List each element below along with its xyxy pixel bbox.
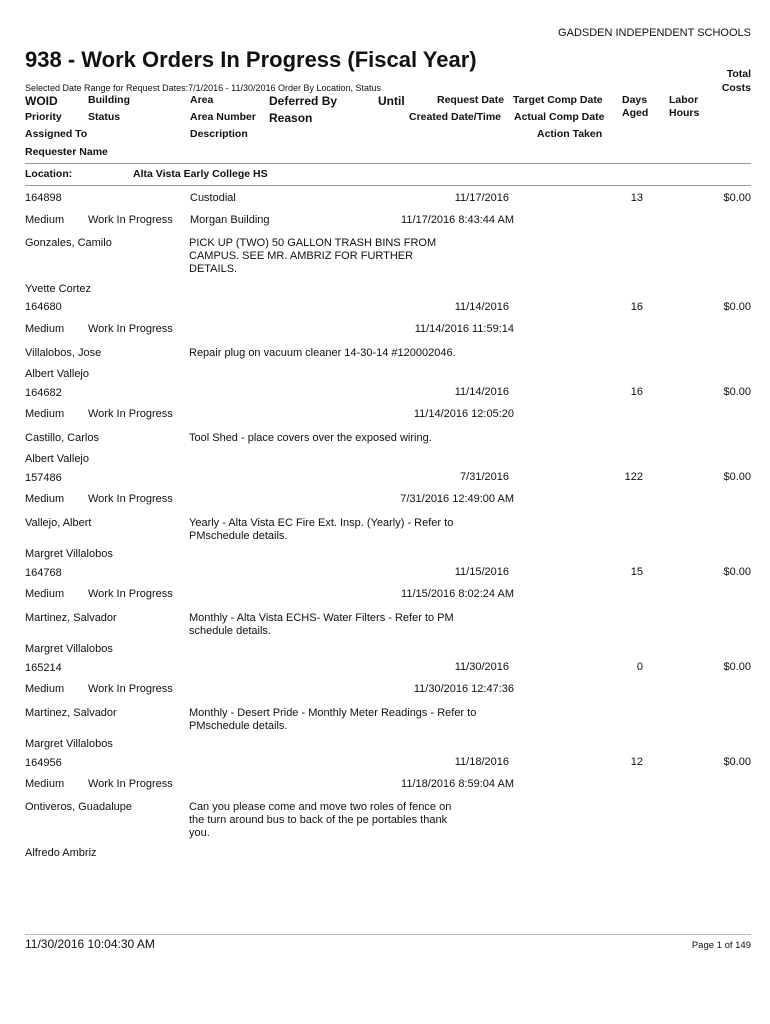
days-aged: 12	[630, 756, 643, 768]
requester-name: Margret Villalobos	[25, 643, 113, 655]
created-datetime: 11/14/2016 12:05:20	[413, 408, 514, 420]
assigned-to: Villalobos, Jose	[25, 347, 102, 359]
woid: 165214	[25, 662, 62, 674]
days-aged: 0	[636, 661, 643, 673]
col-deferred-by: Deferred By	[269, 94, 338, 108]
total-costs: $0.00	[723, 566, 751, 578]
status: Work In Progress	[88, 778, 173, 790]
col-woid: WOID	[25, 94, 58, 108]
col-created-datetime: Created Date/Time	[409, 111, 502, 123]
col-assigned-to: Assigned To	[25, 128, 88, 140]
requester-name: Yvette Cortez	[25, 283, 92, 295]
days-aged: 16	[630, 386, 643, 398]
total-costs: $0.00	[723, 756, 751, 768]
page-number: Page 1 of 149	[691, 940, 751, 951]
requester-name: Albert Vallejo	[25, 368, 89, 380]
col-requester-name: Requester Name	[25, 146, 108, 158]
col-description: Description	[190, 128, 248, 140]
col-status: Status	[88, 111, 121, 123]
col-until: Until	[378, 94, 405, 108]
priority: Medium	[25, 778, 65, 790]
description: Repair plug on vacuum cleaner 14-30-14 #120002046.	[189, 347, 456, 359]
assigned-to: Gonzales, Camilo	[25, 237, 112, 249]
status: Work In Progress	[88, 323, 173, 335]
description: Yearly - Alta Vista EC Fire Ext. Insp. (Yearly) - Refer to PMschedule details.	[189, 517, 454, 542]
total-costs: $0.00	[723, 386, 751, 398]
assigned-to: Vallejo, Albert	[25, 517, 92, 529]
woid: 164768	[25, 567, 62, 579]
assigned-to: Ontiveros, Guadalupe	[25, 801, 133, 813]
created-datetime: 11/30/2016 12:47:36	[413, 683, 514, 695]
col-area: Area	[190, 94, 214, 106]
total-costs: $0.00	[723, 661, 751, 673]
request-date: 11/14/2016	[454, 301, 509, 313]
col-target-comp-date: Target Comp Date	[513, 94, 603, 106]
request-date: 11/14/2016	[454, 386, 509, 398]
report-title: 938 - Work Orders In Progress (Fiscal Year)	[25, 47, 477, 72]
location-name: Alta Vista Early College HS	[133, 168, 268, 180]
requester-name: Margret Villalobos	[25, 738, 113, 750]
area: Custodial	[190, 192, 236, 204]
description: Monthly - Desert Pride - Monthly Meter Readings - Refer to PMschedule details.	[189, 707, 477, 732]
header-divider	[25, 163, 751, 164]
assigned-to: Martinez, Salvador	[25, 707, 117, 719]
request-date: 11/18/2016	[454, 756, 509, 768]
footer-divider	[25, 934, 751, 935]
total-costs: $0.00	[723, 192, 751, 204]
days-aged: 15	[630, 566, 643, 578]
priority: Medium	[25, 408, 65, 420]
description: PICK UP (TWO) 50 GALLON TRASH BINS FROM CAMPUS. SEE MR. AMBRIZ FOR FURTHER DETAILS.	[189, 237, 437, 275]
status: Work In Progress	[88, 683, 173, 695]
col-area-number: Area Number	[190, 111, 256, 123]
woid: 164682	[25, 387, 62, 399]
date-range: Selected Date Range for Request Dates:7/1/2016 - 11/30/2016 Order By Location, Status	[25, 83, 382, 93]
col-request-date: Request Date	[437, 94, 505, 106]
priority: Medium	[25, 493, 65, 505]
request-date: 11/17/2016	[454, 192, 509, 204]
days-aged: 122	[624, 471, 643, 483]
status: Work In Progress	[88, 493, 173, 505]
request-date: 7/31/2016	[460, 471, 509, 483]
status: Work In Progress	[88, 214, 173, 226]
created-datetime: 11/14/2016 11:59:14	[414, 323, 514, 335]
col-days: Days	[622, 94, 648, 106]
days-aged: 16	[630, 301, 643, 313]
status: Work In Progress	[88, 408, 173, 420]
assigned-to: Martinez, Salvador	[25, 612, 117, 624]
woid: 164680	[25, 301, 62, 313]
organization-name: GADSDEN INDEPENDENT SCHOOLS	[558, 27, 751, 39]
col-priority: Priority	[25, 111, 62, 123]
col-reason: Reason	[269, 111, 313, 125]
col-building: Building	[88, 94, 130, 106]
location-label: Location:	[25, 168, 73, 180]
col-costs: Costs	[721, 82, 751, 94]
location-divider	[25, 185, 751, 186]
col-action-taken: Action Taken	[537, 128, 603, 140]
description: Monthly - Alta Vista ECHS- Water Filters - Refer to PM schedule details.	[189, 612, 454, 637]
created-datetime: 11/17/2016 8:43:44 AM	[401, 214, 514, 226]
area-number: Morgan Building	[190, 214, 270, 226]
col-hours: Hours	[669, 107, 700, 119]
created-datetime: 11/15/2016 8:02:24 AM	[401, 588, 514, 600]
description: Can you please come and move two roles of fence on the turn around bus to back of the pe portables thank you.	[189, 801, 452, 839]
priority: Medium	[25, 214, 65, 226]
priority: Medium	[25, 588, 65, 600]
priority: Medium	[25, 323, 65, 335]
priority: Medium	[25, 683, 65, 695]
print-timestamp: 11/30/2016 10:04:30 AM	[25, 937, 155, 951]
request-date: 11/30/2016	[454, 661, 509, 673]
requester-name: Margret Villalobos	[25, 548, 113, 560]
total-costs: $0.00	[723, 471, 751, 483]
request-date: 11/15/2016	[454, 566, 509, 578]
woid: 164898	[25, 192, 62, 204]
assigned-to: Castillo, Carlos	[25, 432, 99, 444]
days-aged: 13	[630, 192, 643, 204]
col-labor: Labor	[669, 94, 699, 106]
total-costs: $0.00	[723, 301, 751, 313]
requester-name: Alfredo Ambriz	[25, 847, 97, 859]
col-aged: Aged	[622, 107, 649, 119]
woid: 164956	[25, 757, 62, 769]
requester-name: Albert Vallejo	[25, 453, 89, 465]
woid: 157486	[25, 472, 62, 484]
description: Tool Shed - place covers over the exposed wiring.	[189, 432, 432, 444]
col-actual-comp-date: Actual Comp Date	[514, 111, 605, 123]
created-datetime: 7/31/2016 12:49:00 AM	[400, 493, 514, 505]
col-total: Total	[726, 68, 751, 80]
created-datetime: 11/18/2016 8:59:04 AM	[401, 778, 514, 790]
status: Work In Progress	[88, 588, 173, 600]
